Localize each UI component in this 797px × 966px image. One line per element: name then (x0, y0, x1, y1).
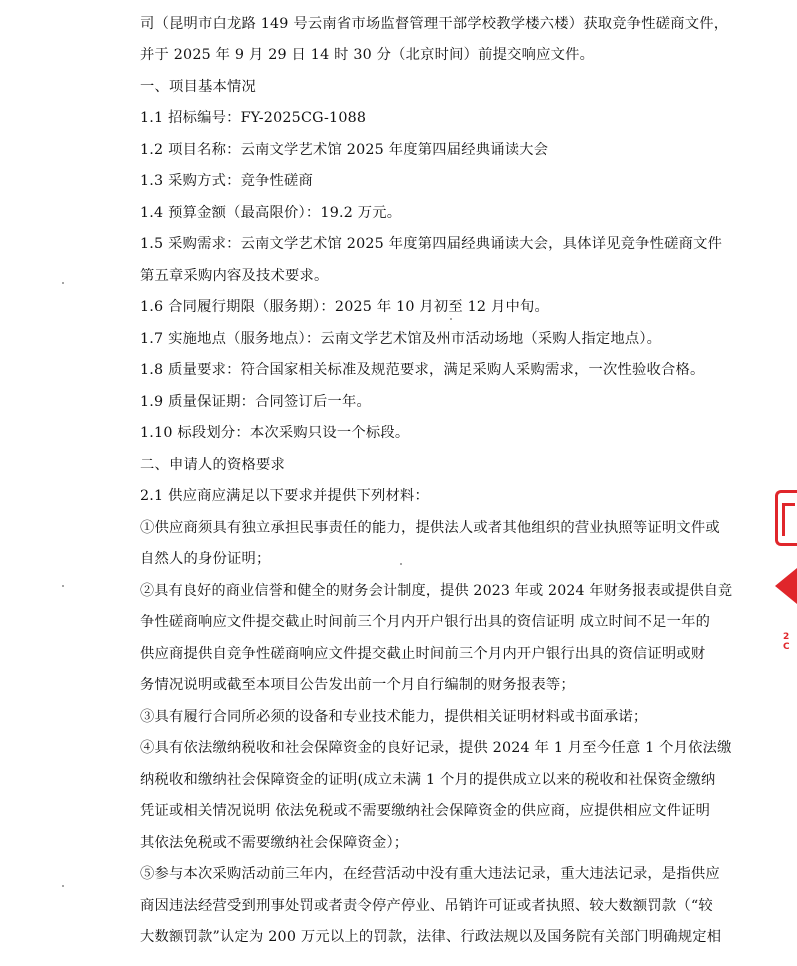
text-line-18: 自然人的身份证明； (140, 551, 271, 567)
text-line-24: ④具有依法缴纳税收和社会保障资金的良好记录，提供 2024 年 1 月至今任意 1 个月依法缴 (140, 740, 732, 756)
scan-speck (62, 885, 64, 887)
text-line-21: 供应商提供自竞争性磋商响应文件提交截止时间前三个月内开户银行出具的资信证明或财 (140, 646, 706, 662)
text-line-1: 司（昆明市白龙路 149 号云南省市场监督管理干部学校教学楼六楼）获取竞争性磋商文件， (140, 16, 729, 32)
text-line-9: 第五章采购内容及技术要求。 (140, 268, 329, 284)
text-line-2: 并于 2025 年 9 月 29 日 14 时 30 分（北京时间）前提交响应文件。 (140, 47, 595, 63)
text-line-5: 1.2 项目名称：云南文学艺术馆 2025 年度第四届经典诵读大会 (140, 142, 549, 158)
text-line-8: 1.5 采购需求：云南文学艺术馆 2025 年度第四届经典诵读大会，具体详见竞争性磋商文件 (140, 236, 723, 252)
scan-speck (450, 318, 452, 320)
text-line-16: 2.1 供应商应满足以下要求并提供下列材料： (140, 488, 430, 504)
section-heading-1: 一、项目基本情况 (140, 79, 256, 95)
section-heading-2: 二、申请人的资格要求 (140, 457, 285, 473)
text-line-4: 1.1 招标编号：FY-2025CG-1088 (140, 110, 367, 126)
text-line-13: 1.9 质量保证期：合同签订后一年。 (140, 394, 372, 410)
seal-star-fragment (775, 568, 797, 604)
text-line-12: 1.8 质量要求：符合国家相关标准及规范要求，满足采购人采购需求，一次性验收合格。 (140, 362, 705, 378)
text-line-25: 纳税收和缴纳社会保障资金的证明(成立未满 1 个月的提供成立以来的税收和社保资金缴纳 (140, 772, 716, 788)
red-seal-stamp (769, 490, 797, 670)
text-line-19: ②具有良好的商业信誉和健全的财务会计制度，提供 2023 年或 2024 年财务报表或提供自竞 (140, 583, 733, 599)
text-line-27: 其依法免税或不需要缴纳社会保障资金）； (140, 835, 409, 851)
seal-text-fragment: 2C (783, 632, 790, 652)
text-line-22: 务情况说明或截至本项目公告发出前一个月自行编制的财务报表等； (140, 677, 575, 693)
text-line-7: 1.4 预算金额（最高限价）：19.2 万元。 (140, 205, 402, 221)
text-line-20: 争性磋商响应文件提交截止时间前三个月内开户银行出具的资信证明 成立时间不足一年的 (140, 614, 711, 630)
text-line-6: 1.3 采购方式：竞争性磋商 (140, 173, 314, 189)
scan-speck (400, 563, 402, 565)
text-line-30: 大数额罚款”认定为 200 万元以上的罚款，法律、行政法规以及国务院有关部门明确规定相 (140, 929, 722, 945)
text-line-29: 商因违法经营受到刑事处罚或者责令停产停业、吊销许可证或者执照、较大数额罚款（“较 (140, 898, 713, 914)
seal-fragment-top (775, 490, 797, 546)
text-line-10: 1.6 合同履行期限（服务期）：2025 年 10 月初至 12 月中旬。 (140, 299, 549, 315)
text-line-26: 凭证或相关情况说明 依法免税或不需要缴纳社会保障资金的供应商，应提供相应文件证明 (140, 803, 711, 819)
text-line-11: 1.7 实施地点（服务地点）：云南文学艺术馆及州市活动场地（采购人指定地点）。 (140, 331, 662, 347)
scan-speck (62, 282, 64, 284)
text-line-23: ③具有履行合同所必须的设备和专业技术能力，提供相关证明材料或书面承诺； (140, 709, 648, 725)
text-line-17: ①供应商须具有独立承担民事责任的能力，提供法人或者其他组织的营业执照等证明文件或 (140, 520, 720, 536)
text-line-14: 1.10 标段划分：本次采购只设一个标段。 (140, 425, 410, 441)
text-line-28: ⑤参与本次采购活动前三年内，在经营活动中没有重大违法记录，重大违法记录，是指供应 (140, 866, 720, 882)
scan-speck (62, 585, 64, 587)
